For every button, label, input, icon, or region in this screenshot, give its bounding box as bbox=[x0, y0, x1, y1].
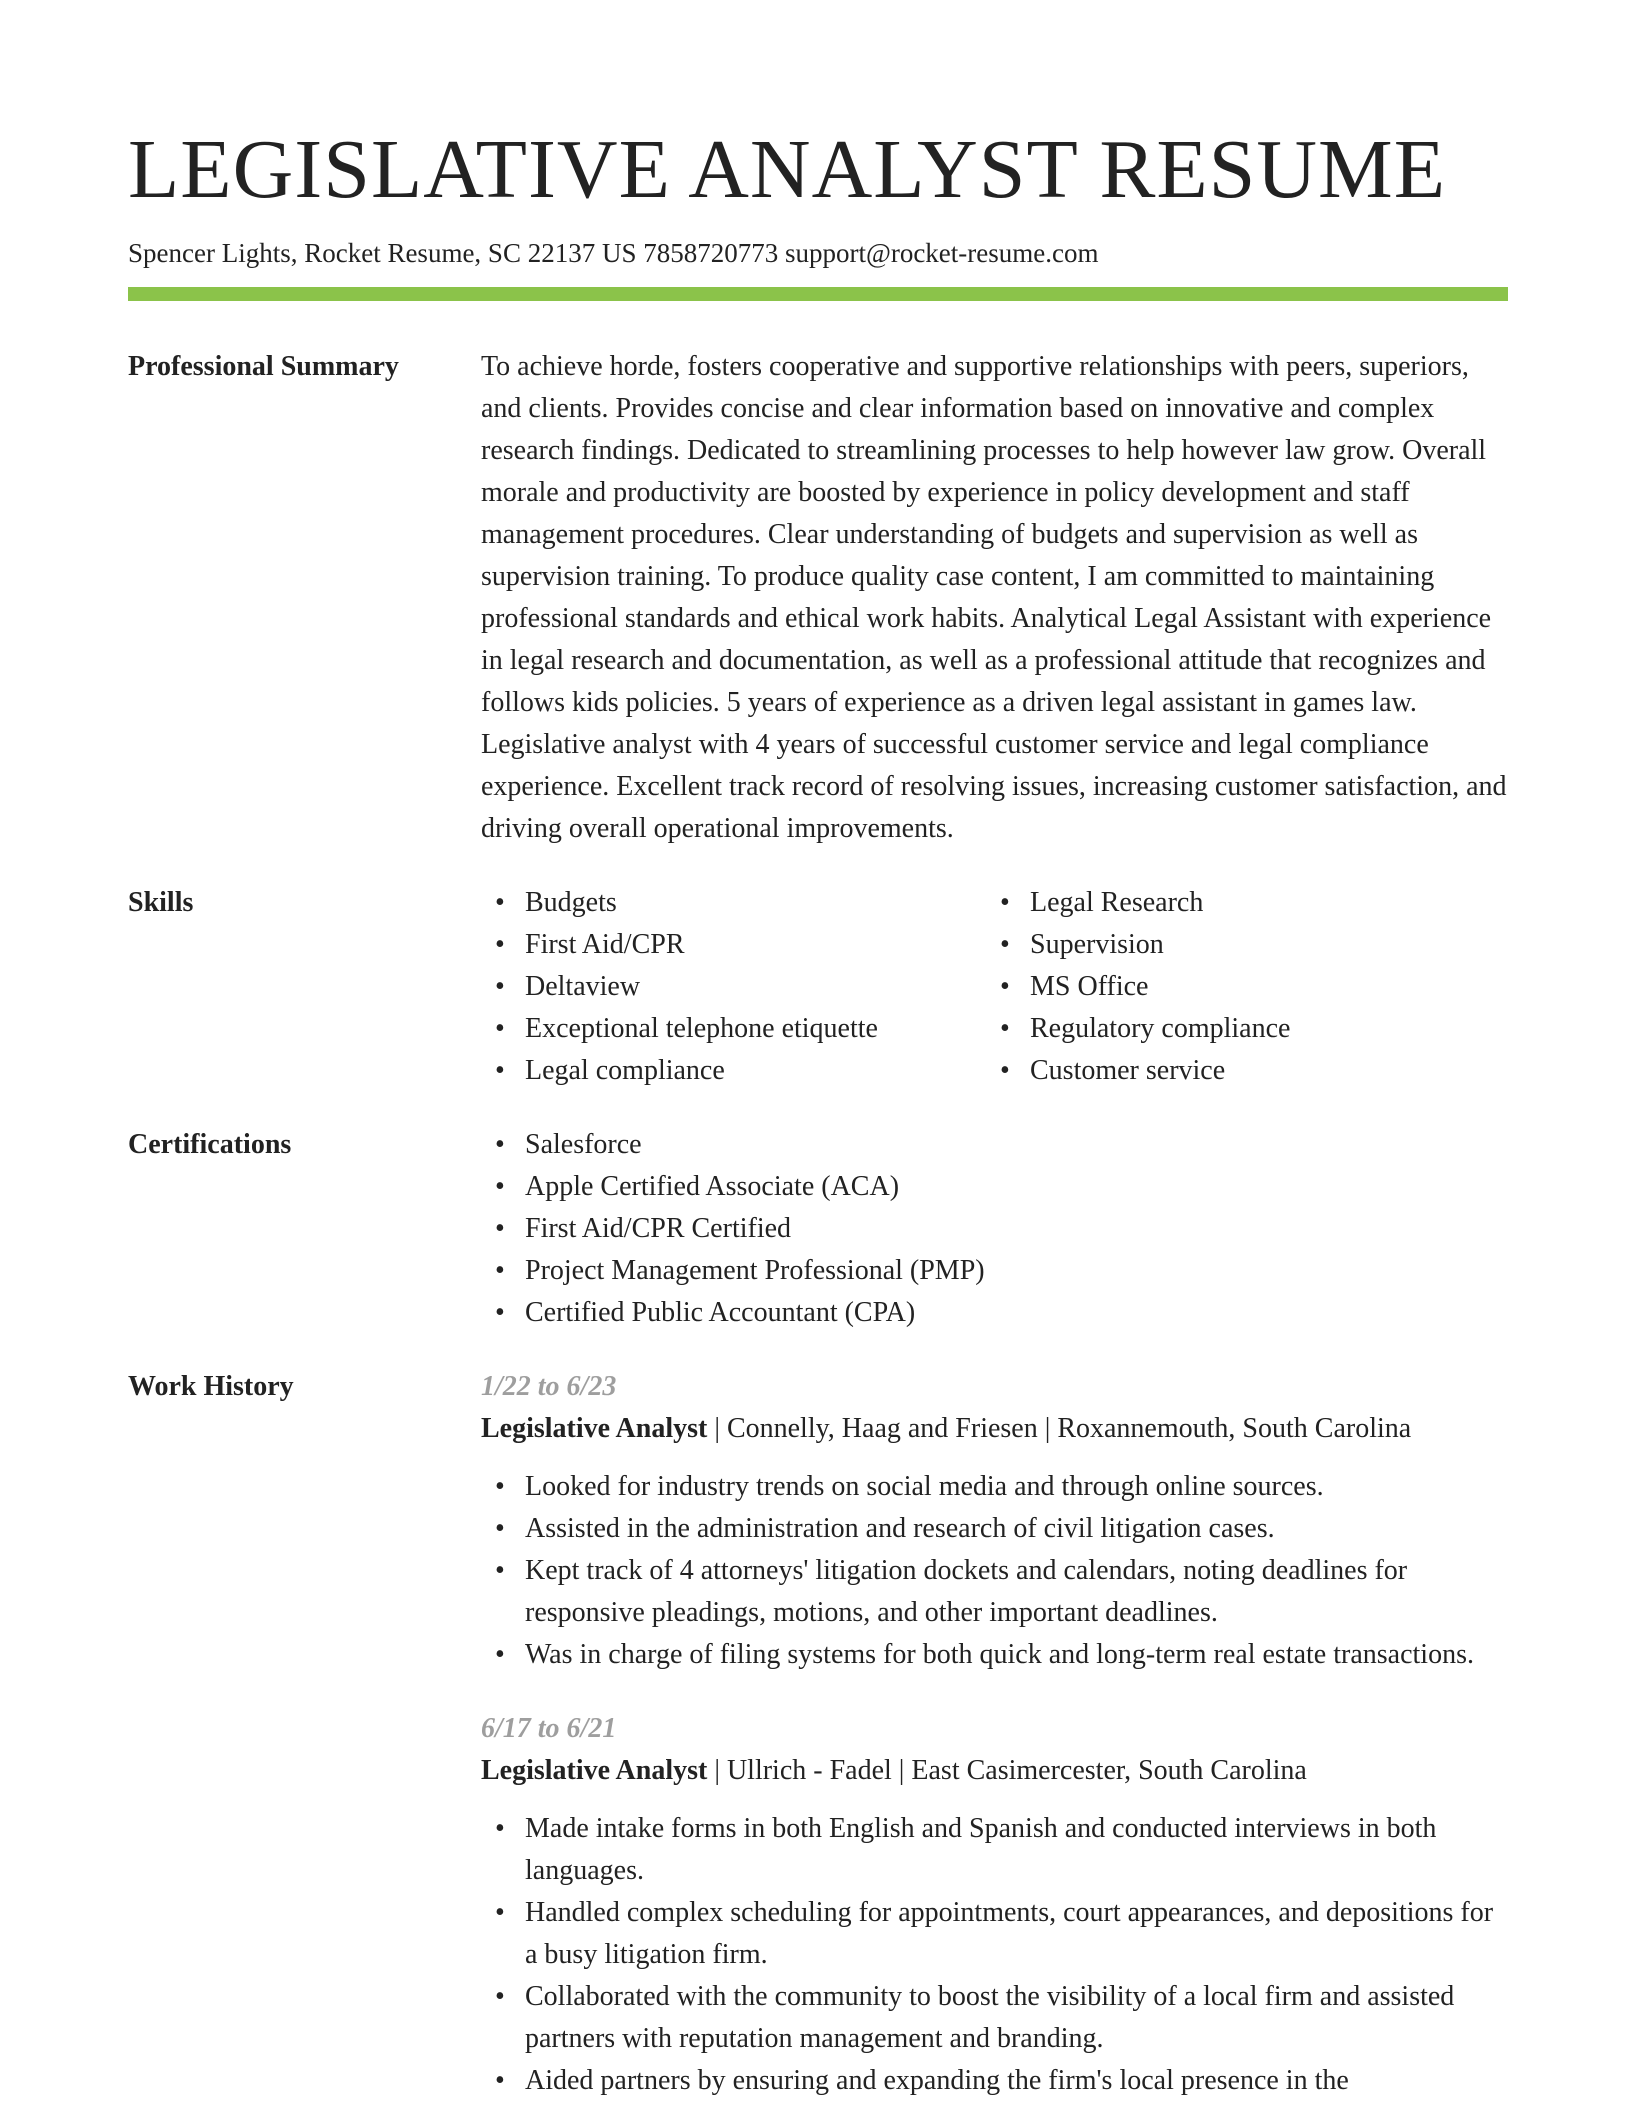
resume-page bbox=[128, 118, 1508, 2102]
job-employer: | Connelly, Haag and Friesen | Roxannemouth, South Carolina bbox=[707, 1413, 1412, 1444]
skill-item: • Deltaview bbox=[481, 966, 986, 1008]
summary-heading: Professional Summary bbox=[128, 351, 399, 382]
job-duties bbox=[481, 1808, 1508, 2102]
job-duty: • Collaborated with the community to boost the visibility of a local firm and assisted partners with reputation management and branding. bbox=[481, 1976, 1508, 2060]
job-duty: • Aided partners by ensuring and expanding the firm's local presence in the bbox=[481, 2060, 1508, 2102]
work-history-section bbox=[128, 1366, 1508, 2102]
skill-item: • Supervision bbox=[986, 924, 1491, 966]
certification-item: • Certified Public Accountant (CPA) bbox=[481, 1292, 1508, 1334]
skill-item: • Legal Research bbox=[986, 882, 1491, 924]
skill-item: • Legal compliance bbox=[481, 1050, 986, 1092]
job-duties bbox=[481, 1466, 1508, 1676]
job-duty: • Looked for industry trends on social media and through online sources. bbox=[481, 1466, 1508, 1508]
job-dates: 1/22 to 6/23 bbox=[481, 1371, 617, 1402]
skill-item: • Customer service bbox=[986, 1050, 1491, 1092]
skills-section bbox=[128, 882, 1508, 1092]
skills-list-left bbox=[481, 882, 986, 1092]
skill-item: • MS Office bbox=[986, 966, 1491, 1008]
certifications-section bbox=[128, 1124, 1508, 1334]
job-dates: 6/17 to 6/21 bbox=[481, 1713, 617, 1744]
job-duty: • Assisted in the administration and research of civil litigation cases. bbox=[481, 1508, 1508, 1550]
job-duty: • Made intake forms in both English and Spanish and conducted interviews in both languages. bbox=[481, 1808, 1508, 1892]
certification-item: • First Aid/CPR Certified bbox=[481, 1208, 1508, 1250]
job-duty: • Kept track of 4 attorneys' litigation dockets and calendars, noting deadlines for responsive pleadings, motions, and other important deadlines. bbox=[481, 1550, 1508, 1634]
summary-text: To achieve horde, fosters cooperative and supportive relationships with peers, superiors, and clients. Provides concise and clear information based on innovative and complex research findings. Dedicated to streamlining processes to help however law grow. Overall morale and productivity are boosted by experience in policy development and staff management procedures. Clear understanding of budgets and supervision as well as supervision training. To produce quality case content, I am committed to maintaining professional standards and ethical work habits. Analytical Legal Assistant with experience in legal research and documentation, as well as a professional attitude that recognizes and follows kids policies. 5 years of experience as a driven legal assistant in games law. Legislative analyst with 4 years of successful customer service and legal compliance experience. Excellent track record of resolving issues, increasing customer satisfaction, and driving overall operational improvements. bbox=[481, 351, 1507, 844]
job-employer: | Ullrich - Fadel | East Casimercester, South Carolina bbox=[707, 1755, 1307, 1786]
certification-item: • Project Management Professional (PMP) bbox=[481, 1250, 1508, 1292]
skills-list-right bbox=[986, 882, 1491, 1092]
skill-item: • First Aid/CPR bbox=[481, 924, 986, 966]
job-title: Legislative Analyst bbox=[481, 1755, 708, 1786]
job-title: Legislative Analyst bbox=[481, 1413, 708, 1444]
job-entry bbox=[481, 1366, 1508, 1676]
job-title-line bbox=[481, 1408, 1508, 1450]
skills-heading: Skills bbox=[128, 887, 194, 918]
job-duty: • Was in charge of filing systems for both quick and long-term real estate transactions. bbox=[481, 1634, 1508, 1676]
skill-item: • Budgets bbox=[481, 882, 986, 924]
job-duty: • Handled complex scheduling for appointments, court appearances, and depositions for a busy litigation firm. bbox=[481, 1892, 1508, 1976]
contact-info: Spencer Lights, Rocket Resume, SC 22137 US 7858720773 support@rocket-resume.com bbox=[128, 238, 1099, 268]
summary-section bbox=[128, 346, 1508, 850]
certifications-list bbox=[481, 1124, 1508, 1334]
job-entry bbox=[481, 1708, 1508, 2102]
certifications-heading: Certifications bbox=[128, 1129, 292, 1160]
certification-item: • Apple Certified Associate (ACA) bbox=[481, 1166, 1508, 1208]
certification-item: • Salesforce bbox=[481, 1124, 1508, 1166]
work-history-heading: Work History bbox=[128, 1371, 294, 1402]
resume-title: LEGISLATIVE ANALYST RESUME bbox=[128, 123, 1447, 216]
job-title-line bbox=[481, 1750, 1508, 1792]
skill-item: • Exceptional telephone etiquette bbox=[481, 1008, 986, 1050]
skill-item: • Regulatory compliance bbox=[986, 1008, 1491, 1050]
accent-divider bbox=[128, 287, 1508, 301]
